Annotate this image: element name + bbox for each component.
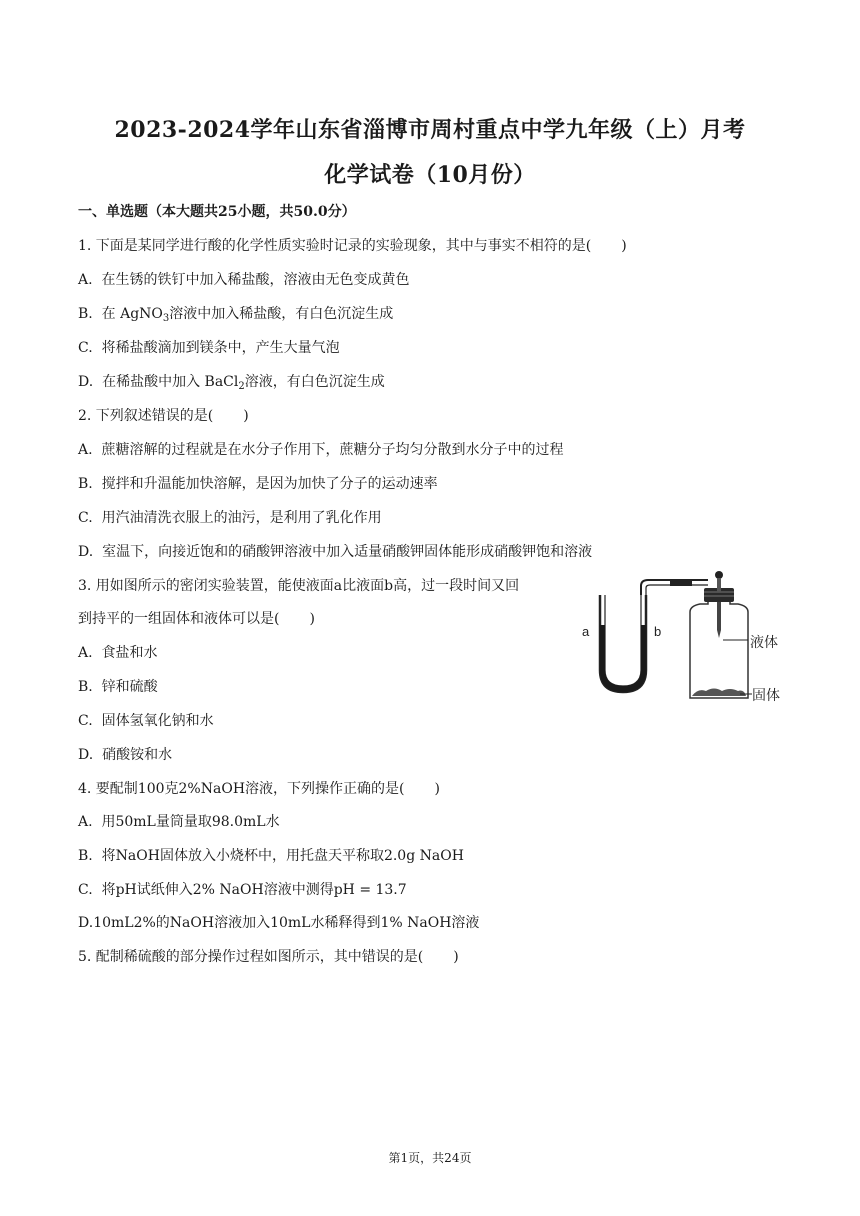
question-1-option-c: C. 将稀盐酸滴加到镁条中，产生大量气泡 xyxy=(78,340,340,356)
apparatus-diagram xyxy=(578,570,793,710)
question-1-option-d: D. 在稀盐酸中加入 BaCl$_2$溶液，有白色沉淀生成 xyxy=(78,374,385,392)
question-4-option-a: A. 用50mL量筒量取98.0mL水 xyxy=(78,814,280,830)
question-1-option-a: A. 在生锈的铁钉中加入稀盐酸，溶液由无色变成黄色 xyxy=(78,272,410,288)
exam-title-line1: 2023-2024学年山东省淄博市周村重点中学九年级（上）月考 xyxy=(114,117,746,143)
question-4-stem: 4. 要配制100克2%NaOH溶液，下列操作正确的是( ) xyxy=(78,781,440,797)
question-5-stem: 5. 配制稀硫酸的部分操作过程如图所示，其中错误的是( ) xyxy=(78,949,459,965)
question-2-option-c: C. 用汽油清洗衣服上的油污，是利用了乳化作用 xyxy=(78,510,382,526)
rubber-connector xyxy=(670,579,692,586)
label-b: b xyxy=(654,624,662,639)
dropper-bulb xyxy=(715,571,723,579)
question-2-stem: 2. 下列叙述错误的是( ) xyxy=(78,408,249,424)
question-4-option-b: B. 将NaOH固体放入小烧杯中，用托盘天平称取2.0g NaOH xyxy=(78,848,464,864)
dropper-tube xyxy=(717,602,721,638)
question-1-stem: 1. 下面是某同学进行酸的化学性质实验时记录的实验现象，其中与事实不相符的是( ) xyxy=(78,238,627,254)
question-2-option-d: D. 室温下，向接近饱和的硝酸钾溶液中加入适量硝酸钾固体能形成硝酸钾饱和溶液 xyxy=(78,544,593,560)
u-tube-inner xyxy=(605,595,641,686)
question-3-option-d: D. 硝酸铵和水 xyxy=(78,747,173,763)
question-2-option-a: A. 蔗糖溶解的过程就是在水分子作用下，蔗糖分子均匀分散到水分子中的过程 xyxy=(78,442,564,458)
question-3-option-c: C. 固体氢氧化钠和水 xyxy=(78,713,214,729)
question-4-option-d: D.10mL2%的NaOH溶液加入10mL水稀释得到1% NaOH溶液 xyxy=(78,915,480,931)
apparatus-figure xyxy=(578,570,793,710)
question-3-option-a: A. 食盐和水 xyxy=(78,645,158,661)
u-tube-liquid xyxy=(600,625,646,692)
section-heading: 一、单选题（本大题共25小题，共50.0分） xyxy=(78,204,356,220)
label-solid: 固体 xyxy=(752,688,780,704)
question-4-option-c: C. 将pH试纸伸入2% NaOH溶液中测得pH = 13.7 xyxy=(78,882,407,898)
solid-material xyxy=(692,689,746,697)
question-3-option-b: B. 锌和硫酸 xyxy=(78,679,158,695)
label-liquid: 液体 xyxy=(750,635,778,651)
label-a: a xyxy=(582,624,590,639)
exam-title-line2: 化学试卷（10月份） xyxy=(324,162,536,188)
question-2-option-b: B. 搅拌和升温能加快溶解，是因为加快了分子的运动速率 xyxy=(78,476,438,492)
question-3-stem-line2: 到持平的一组固体和液体可以是( ) xyxy=(78,611,315,627)
question-1-option-b: B. 在 AgNO$_3$溶液中加入稀盐酸，有白色沉淀生成 xyxy=(78,306,394,324)
question-3-stem-line1: 3. 用如图所示的密闭实验装置，能使液面a比液面b高，过一段时间又回 xyxy=(78,578,520,594)
page-footer: 第1页，共24页 xyxy=(388,1151,472,1165)
